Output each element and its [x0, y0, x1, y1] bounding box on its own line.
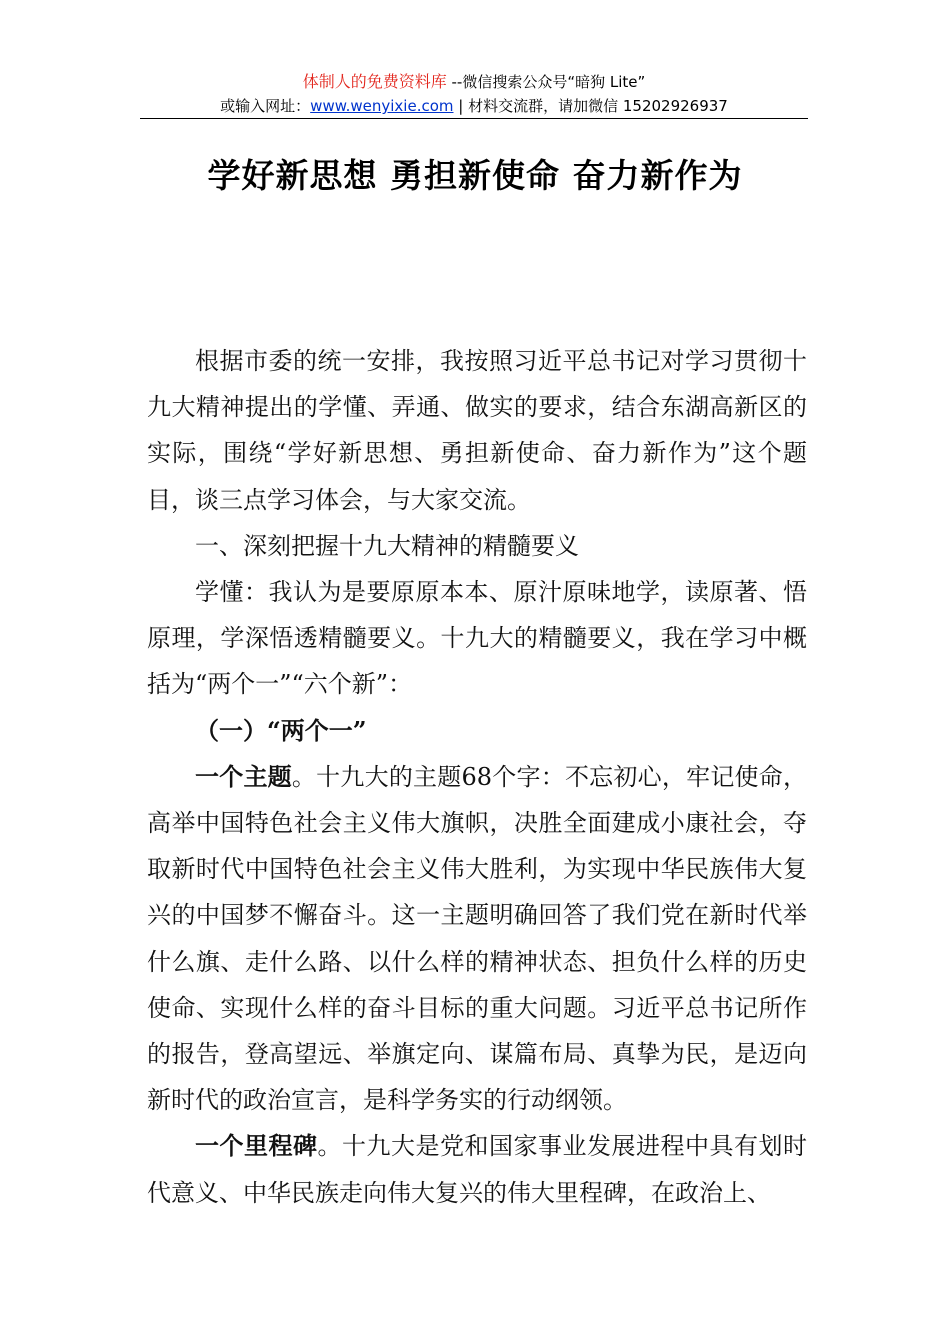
paragraph-theme-text: 。十九大的主题68个字：不忘初心，牢记使命，高举中国特色社会主义伟大旗帜，决胜全面建成小康社会，夺取新时代中国特色社会主义伟大胜利，为实现中华民族伟大复兴的中国梦不懈奋斗。这一主题明确回答了我们党在新时代举什么旗、走什么路、以什么样的精神状态、担负什么样的历史使命、实现什么样的奋斗目标的重大问题。习近平总书记所作的报告，登高望远、举旗定向、谋篇布局、真挚为民，是迈向新时代的政治宣言，是科学务实的行动纲领。 — [147, 762, 808, 1115]
header-contact: 材料交流群，请加微信 15202926937 — [468, 97, 728, 115]
paragraph-study: 学懂：我认为是要原原本本、原汁原味地学，读原著、悟原理，学深悟透精髓要义。十九大的精髓要义，我在学习中概括为“两个一”“六个新”： — [147, 578, 807, 699]
header-divider — [140, 118, 808, 119]
header-tagline: --微信搜索公众号“暗狗 Lite” — [446, 73, 646, 91]
header-separator: | — [453, 97, 469, 115]
document-body — [147, 338, 807, 1216]
paragraph-milestone-text: 。十九大是党和国家事业发展进程中具有划时代意义、中华民族走向伟大复兴的伟大里程碑，在政治上、 — [147, 1132, 807, 1207]
paragraph-milestone — [147, 1123, 807, 1215]
document-title: 学好新思想 勇担新使命 奋力新作为 — [207, 156, 743, 195]
subsection-heading-1: （一）“两个一” — [195, 715, 367, 745]
header-line-2 — [140, 94, 808, 118]
header-brand: 体制人的免费资料库 — [302, 72, 447, 91]
paragraph-milestone-lead: 一个里程碑 — [195, 1131, 318, 1161]
header-line-1 — [140, 70, 808, 94]
header-url-link[interactable]: www.wenyixie.com — [310, 97, 454, 115]
section-heading-1: 一、深刻把握十九大精神的精髓要义 — [195, 531, 579, 560]
paragraph-theme-lead: 一个主题 — [195, 761, 292, 791]
header-url-prefix: 或输入网址： — [220, 97, 311, 115]
paragraph-intro: 根据市委的统一安排，我按照习近平总书记对学习贯彻十九大精神提出的学懂、弄通、做实的要求，结合东湖高新区的实际，围绕“学好新思想、勇担新使命、奋力新作为”这个题目，谈三点学习体会，与大家交流。 — [147, 347, 807, 514]
page-header — [140, 70, 808, 118]
paragraph-theme — [147, 754, 807, 1124]
